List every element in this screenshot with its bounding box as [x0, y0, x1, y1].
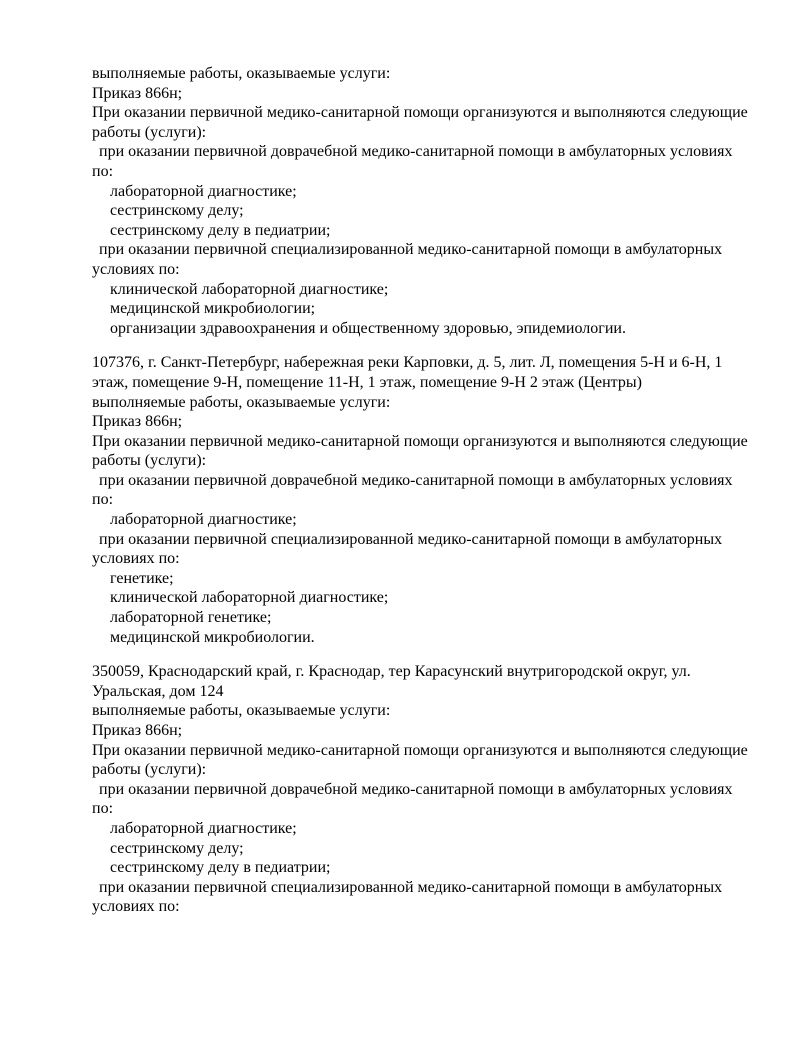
document-line: лабораторной генетике; [110, 609, 272, 627]
document-line: Уральская, дом 124 [92, 682, 224, 700]
document-line: Приказ 866н; [92, 84, 183, 102]
document-line: работы (услуги): [92, 761, 207, 779]
document-line: этаж, помещение 9-Н, помещение 11-Н, 1 этаж, помещение 9-Н 2 этаж (Центры) [92, 373, 642, 391]
document-line: генетике; [110, 569, 174, 587]
document-line: клинической лабораторной диагностике; [110, 280, 389, 298]
document-line: условиях по: [92, 898, 180, 916]
document-line: выполняемые работы, оказываемые услуги: [92, 393, 391, 411]
document-line: при оказании первичной специализированной медико-санитарной помощи в амбулаторных [99, 878, 723, 896]
document-line: выполняемые работы, оказываемые услуги: [92, 65, 391, 82]
document-line: сестринскому делу; [110, 202, 244, 220]
document-line: Приказ 866н; [92, 722, 183, 739]
document-line: При оказании первичной медико-санитарной помощи организуются и выполняются следующие [92, 432, 748, 450]
document-line: по: [92, 162, 114, 180]
services-list-block-1 [92, 64, 752, 338]
document-line: сестринскому делу в педиатрии; [110, 221, 331, 239]
document-line: при оказании первичной доврачебной медико-санитарной помощи в амбулаторных условиях [99, 143, 733, 161]
document-line: медицинской микробиологии; [110, 300, 316, 318]
document-line: по: [92, 491, 114, 509]
document-line: работы (услуги): [92, 452, 207, 470]
document-line: лабораторной диагностике; [110, 182, 297, 200]
document-line: медицинской микробиологии. [110, 628, 315, 646]
address-block-spb [92, 353, 752, 647]
document-line: Приказ 866н; [92, 413, 183, 431]
document-line: клинической лабораторной диагностике; [110, 589, 389, 607]
document-line: работы (услуги): [92, 123, 207, 141]
address-block-krasnodar [92, 662, 752, 917]
document-line: сестринскому делу; [110, 839, 244, 857]
document-line: сестринскому делу в педиатрии; [110, 859, 331, 877]
document-line: 107376, г. Санкт-Петербург, набережная реки Карповки, д. 5, лит. Л, помещения 5-Н и 6-Н, 1 [92, 354, 723, 372]
document-line: лабораторной диагностике; [110, 819, 297, 837]
document-line: При оказании первичной медико-санитарной помощи организуются и выполняются следующие [92, 104, 748, 122]
document-line: 350059, Краснодарский край, г. Краснодар, тер Карасунский внутригородской округ, ул. [92, 663, 691, 681]
document-line: лабораторной диагностике; [110, 511, 297, 529]
document-line: условиях по: [92, 260, 180, 278]
document-line: организации здравоохранения и общественному здоровью, эпидемиологии. [110, 319, 626, 337]
document-line: выполняемые работы, оказываемые услуги: [92, 702, 391, 720]
license-document [92, 64, 752, 917]
document-line: по: [92, 800, 114, 818]
document-line: при оказании первичной доврачебной медико-санитарной помощи в амбулаторных условиях [99, 780, 733, 798]
document-line: при оказании первичной доврачебной медико-санитарной помощи в амбулаторных условиях [99, 471, 733, 489]
document-line: условиях по: [92, 550, 180, 568]
document-line: При оказании первичной медико-санитарной помощи организуются и выполняются следующие [92, 741, 748, 759]
document-line: при оказании первичной специализированной медико-санитарной помощи в амбулаторных [99, 530, 723, 548]
document-line: при оказании первичной специализированной медико-санитарной помощи в амбулаторных [99, 241, 723, 259]
